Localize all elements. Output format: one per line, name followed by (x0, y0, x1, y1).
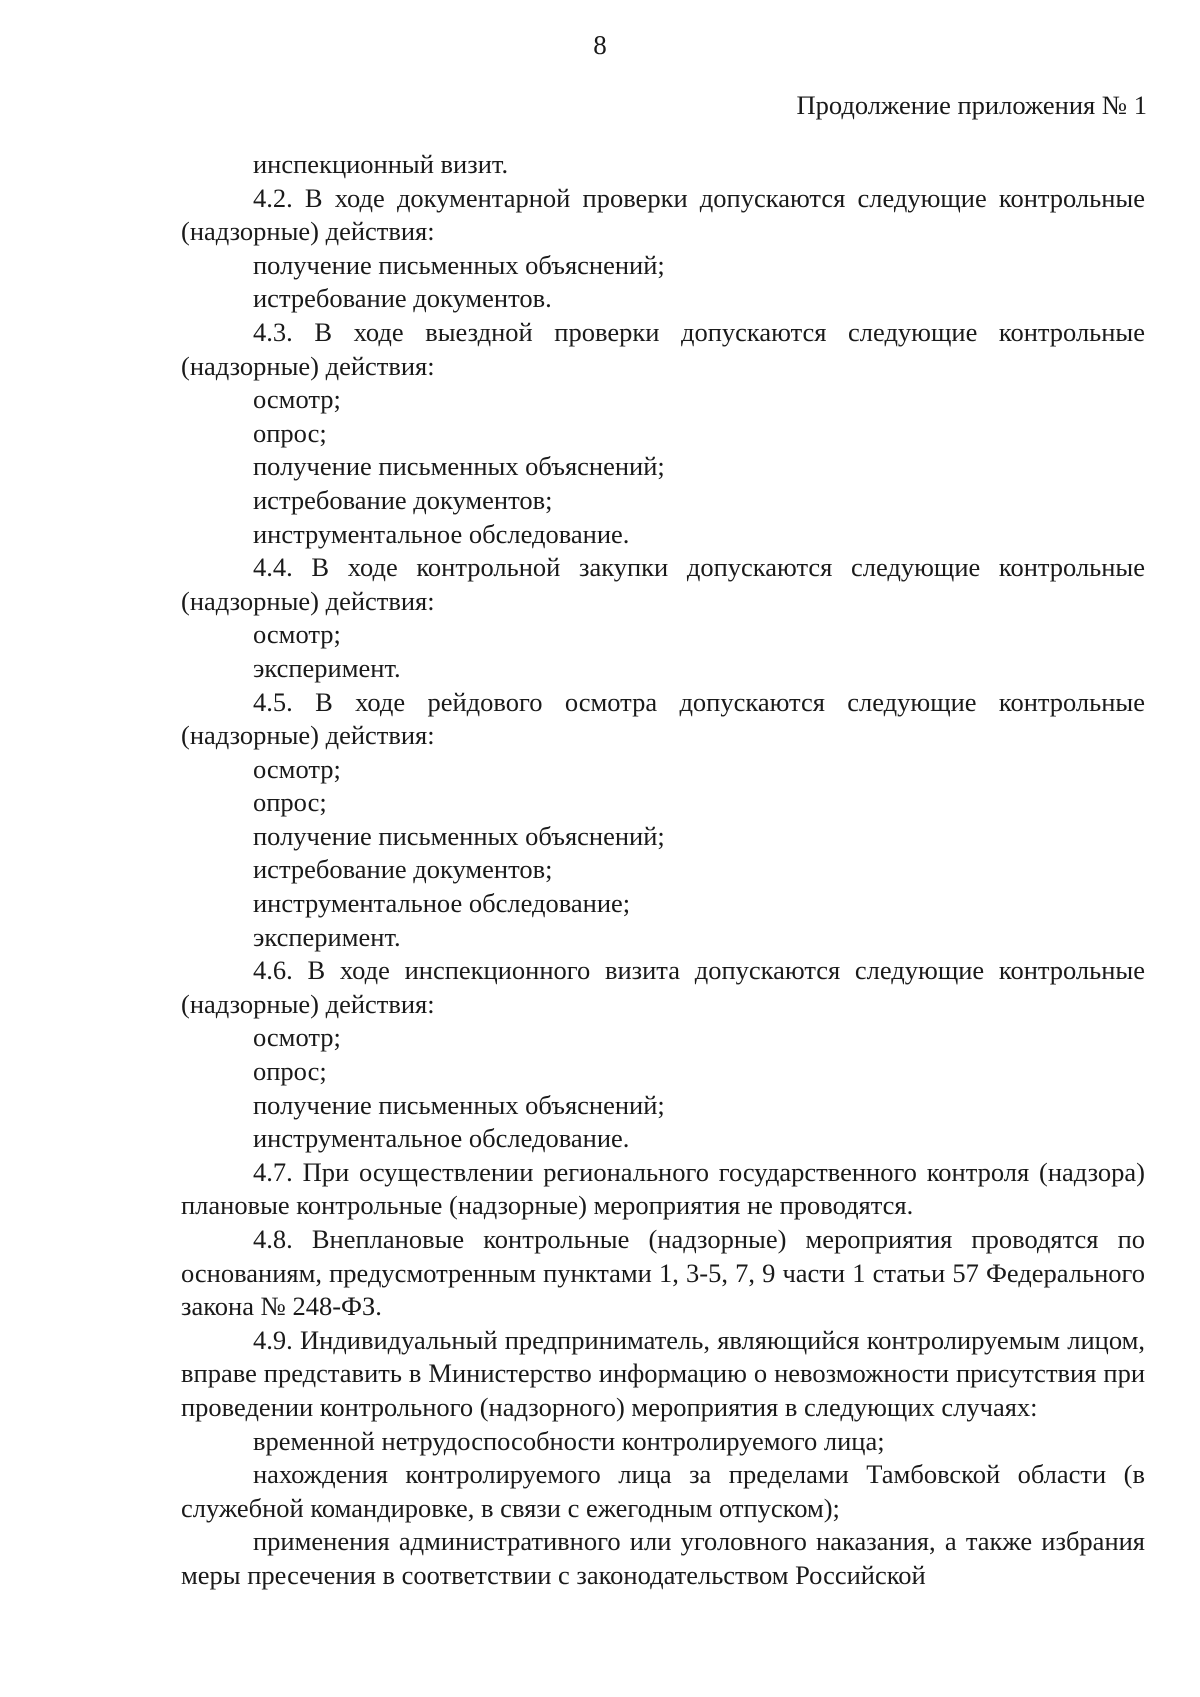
list-item: осмотр; (253, 384, 341, 415)
paragraph-4-6: 4.6. В ходе инспекционного визита допускаются следующие контрольные (надзорные) действия: (181, 955, 1145, 1019)
page-number: 8 (593, 30, 607, 60)
document-body (181, 148, 1145, 1593)
list-item: осмотр; (253, 619, 341, 650)
list-item: эксперимент. (253, 652, 401, 683)
list-item: получение письменных объяснений; (253, 249, 665, 280)
header-note: Продолжение приложения № 1 (796, 90, 1147, 120)
paragraph-4-9: 4.9. Индивидуальный предприниматель, являющийся контролируемым лицом, вправе представить в Министерство информацию о невозможности присутствия при проведении контрольного (надзорного) мероприятия в следующих случаях: (181, 1324, 1145, 1422)
list-item: опрос; (253, 1056, 327, 1087)
paragraph-continuation: инспекционный визит. (253, 149, 509, 179)
list-item: осмотр; (253, 753, 341, 784)
list-item: осмотр; (253, 1022, 341, 1053)
list-item: временной нетрудоспособности контролируемого лица; (253, 1425, 885, 1456)
list-item: истребование документов; (253, 854, 553, 885)
paragraph-4-8: 4.8. Внеплановые контрольные (надзорные) мероприятия проводятся по основаниям, предусмотренным пунктами 1, 3-5, 7, 9 части 1 статьи 57 Федерального закона № 248-ФЗ. (181, 1224, 1145, 1322)
paragraph-4-2: 4.2. В ходе документарной проверки допускаются следующие контрольные (надзорные) действия: (181, 182, 1145, 247)
list-item: получение письменных объяснений; (253, 1089, 665, 1120)
list-item: истребование документов. (253, 283, 552, 314)
list-item: опрос; (253, 417, 327, 448)
paragraph-4-7: 4.7. При осуществлении регионального государственного контроля (надзора) плановые контрольные (надзорные) мероприятия не проводятся. (181, 1156, 1145, 1221)
list-item: инструментальное обследование. (253, 518, 630, 549)
list-item: эксперимент. (253, 921, 401, 952)
list-item: инструментальное обследование; (253, 888, 631, 919)
list-item: истребование документов; (253, 484, 553, 515)
list-item: получение письменных объяснений; (253, 820, 665, 851)
list-item: применения административного или уголовного наказания, а также избрания меры пресечения в соответствии с законодательством Российской (181, 1526, 1145, 1590)
list-item: нахождения контролируемого лица за пределами Тамбовской области (в служебной командировке, в связи с ежегодным отпуском); (181, 1459, 1145, 1523)
paragraph-4-5: 4.5. В ходе рейдового осмотра допускаются следующие контрольные (надзорные) действия: (181, 686, 1145, 751)
paragraph-4-4: 4.4. В ходе контрольной закупки допускаются следующие контрольные (надзорные) действия: (181, 552, 1145, 616)
list-item: получение письменных объяснений; (253, 451, 665, 482)
paragraph-4-3: 4.3. В ходе выездной проверки допускаются следующие контрольные (надзорные) действия: (181, 316, 1145, 381)
list-item: опрос; (253, 787, 327, 818)
list-item: инструментальное обследование. (253, 1123, 630, 1154)
